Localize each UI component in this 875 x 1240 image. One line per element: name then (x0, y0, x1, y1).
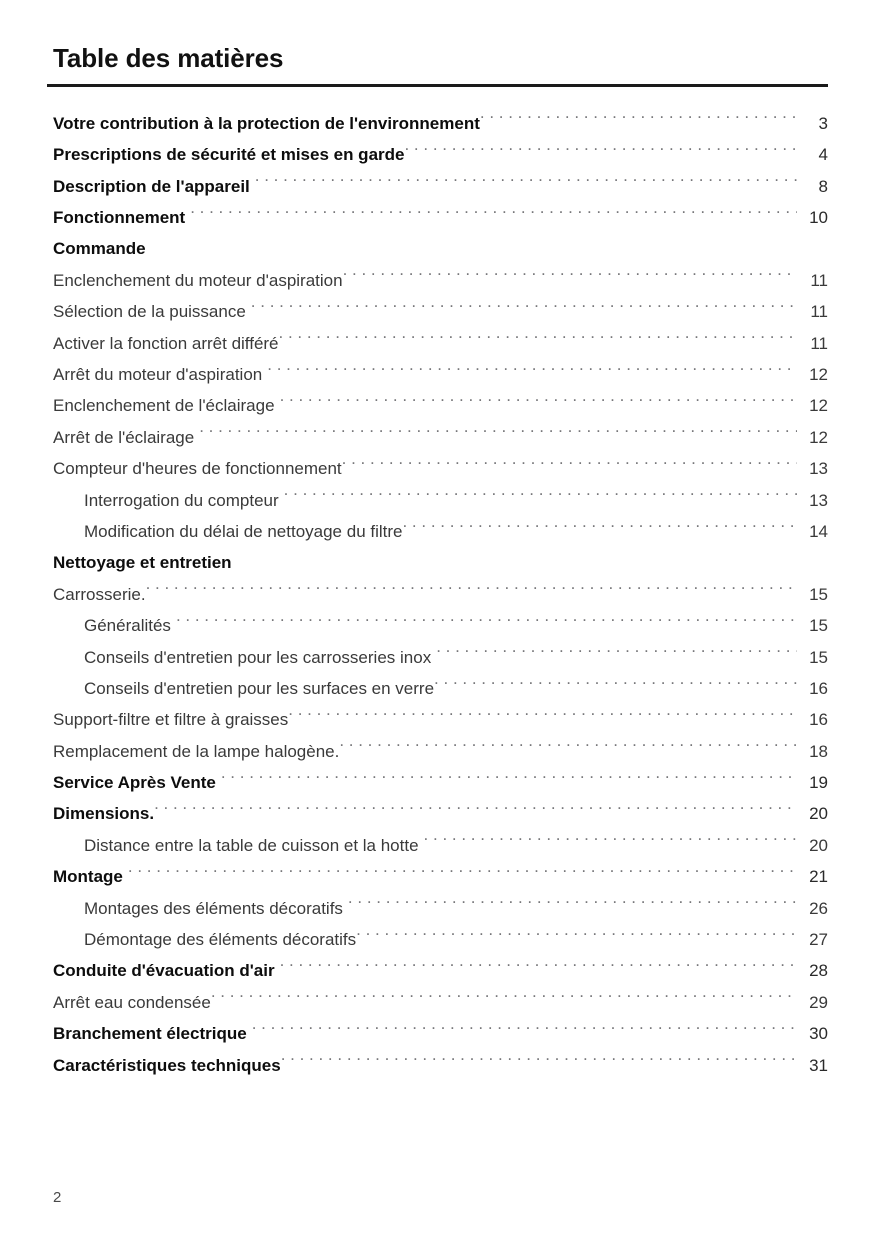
toc-entry-label: Remplacement de la lampe halogène. (53, 741, 340, 761)
toc-entry-label: Commande (53, 239, 146, 259)
toc-entry-page: 16 (809, 678, 828, 698)
toc-dot-leader (190, 206, 797, 223)
toc-entry[interactable] (47, 579, 828, 610)
toc-entry-label: Arrêt eau condensée (53, 992, 211, 1012)
toc-entry-page: 19 (809, 773, 828, 793)
toc-entry-label: Service Après Vente (53, 773, 216, 793)
page-content (47, 44, 828, 1081)
toc-entry-page: 13 (809, 459, 828, 479)
toc-entry-page: 10 (809, 208, 828, 228)
toc-entry[interactable] (47, 987, 828, 1018)
toc-entry-label: Enclenchement de l'éclairage (53, 396, 275, 416)
toc-entry-page: 8 (818, 176, 828, 196)
toc-entry-label: Support-filtre et filtre à graisses (53, 710, 289, 730)
toc-entry-label: Démontage des éléments décoratifs (84, 930, 357, 950)
toc-entry[interactable] (47, 610, 828, 641)
toc-entry-label: Conseils d'entretien pour les carrosseries inox (84, 647, 432, 667)
toc-entry[interactable] (47, 798, 828, 829)
toc-entry-page: 29 (809, 992, 828, 1012)
toc-dot-leader (267, 363, 797, 380)
page-number: 2 (53, 1189, 62, 1206)
toc-dot-leader (255, 175, 797, 192)
toc-dot-leader (176, 614, 797, 631)
toc-entry-page: 14 (809, 521, 828, 541)
toc-entry-page: 15 (809, 616, 828, 636)
toc-entry[interactable] (47, 485, 828, 516)
toc-entry[interactable] (47, 893, 828, 924)
toc-entry-page: 26 (809, 898, 828, 918)
toc-entry-page: 11 (810, 270, 828, 290)
toc-entry-page: 11 (810, 333, 828, 353)
toc-entry-label: Dimensions. (53, 804, 155, 824)
toc-entry[interactable] (47, 830, 828, 861)
toc-entry-label: Conseils d'entretien pour les surfaces en verre (84, 678, 435, 698)
table-of-contents (47, 108, 828, 1081)
toc-dot-leader (348, 897, 797, 914)
toc-dot-leader (128, 865, 797, 882)
toc-entry-label: Carrosserie. (53, 584, 146, 604)
toc-entry[interactable] (47, 171, 828, 202)
toc-entry-page: 20 (809, 835, 828, 855)
toc-entry-page: 28 (809, 961, 828, 981)
toc-entry[interactable] (47, 924, 828, 955)
toc-entry-label: Prescriptions de sécurité et mises en garde (53, 145, 405, 165)
toc-dot-leader (199, 426, 797, 443)
toc-dot-leader (356, 928, 797, 945)
toc-entry-page: 16 (809, 710, 828, 730)
toc-dot-leader (279, 332, 797, 349)
toc-entry-page: 21 (809, 867, 828, 887)
toc-entry[interactable] (47, 516, 828, 547)
toc-dot-leader (251, 300, 797, 317)
toc-entry-page: 12 (809, 365, 828, 385)
toc-entry[interactable] (47, 108, 828, 139)
toc-entry-label: Arrêt de l'éclairage (53, 427, 195, 447)
toc-entry-label: Fonctionnement (53, 208, 186, 228)
toc-entry-page: 20 (809, 804, 828, 824)
toc-entry[interactable] (47, 265, 828, 296)
toc-entry-page: 15 (809, 584, 828, 604)
toc-entry[interactable] (47, 1050, 828, 1081)
toc-entry-label: Nettoyage et entretien (53, 553, 232, 573)
toc-entry-label: Montage (53, 867, 123, 887)
title-divider (47, 84, 828, 87)
toc-entry[interactable] (47, 233, 828, 264)
toc-dot-leader (280, 394, 797, 411)
toc-entry[interactable] (47, 736, 828, 767)
toc-entry[interactable] (47, 704, 828, 735)
toc-entry-label: Montages des éléments décoratifs (84, 898, 343, 918)
toc-entry-label: Modification du délai de nettoyage du filtre (84, 521, 403, 541)
toc-entry[interactable] (47, 547, 828, 578)
toc-dot-leader (402, 520, 797, 537)
toc-entry-label: Branchement électrique (53, 1024, 247, 1044)
toc-entry-page: 11 (810, 302, 828, 322)
toc-entry-label: Compteur d'heures de fonctionnement (53, 459, 342, 479)
toc-entry[interactable] (47, 139, 828, 170)
toc-dot-leader (424, 834, 797, 851)
toc-dot-leader (342, 457, 797, 474)
toc-entry-page: 27 (809, 930, 828, 950)
toc-dot-leader (288, 708, 797, 725)
toc-entry-page: 12 (809, 427, 828, 447)
toc-entry[interactable] (47, 390, 828, 421)
toc-entry[interactable] (47, 955, 828, 986)
toc-dot-leader (146, 583, 797, 600)
toc-dot-leader (480, 112, 797, 129)
toc-dot-leader (343, 269, 797, 286)
toc-entry-label: Généralités (84, 616, 171, 636)
toc-dot-leader (252, 1022, 797, 1039)
page-title: Table des matières (53, 43, 284, 73)
toc-entry-label: Distance entre la table de cuisson et la hotte (84, 835, 419, 855)
toc-entry[interactable] (47, 1018, 828, 1049)
toc-entry-page: 30 (809, 1024, 828, 1044)
toc-dot-leader (280, 959, 797, 976)
toc-entry[interactable] (47, 359, 828, 390)
toc-entry[interactable] (47, 861, 828, 892)
toc-entry-label: Description de l'appareil (53, 176, 250, 196)
toc-entry-label: Activer la fonction arrêt différé (53, 333, 279, 353)
toc-entry[interactable] (47, 453, 828, 484)
toc-dot-leader (436, 646, 797, 663)
toc-dot-leader (339, 740, 797, 757)
toc-entry-page: 4 (818, 145, 828, 165)
toc-dot-leader (281, 1054, 797, 1071)
toc-entry-label: Enclenchement du moteur d'aspiration (53, 270, 343, 290)
toc-dot-leader (221, 771, 797, 788)
toc-entry-label: Arrêt du moteur d'aspiration (53, 365, 263, 385)
toc-entry[interactable] (47, 767, 828, 798)
toc-entry-page: 3 (818, 113, 828, 133)
toc-dot-leader (211, 991, 797, 1008)
toc-dot-leader (284, 489, 797, 506)
toc-entry-label: Sélection de la puissance (53, 302, 246, 322)
toc-dot-leader (404, 143, 797, 160)
toc-dot-leader (237, 551, 797, 568)
toc-entry-label: Conduite d'évacuation d'air (53, 961, 275, 981)
toc-dot-leader (154, 802, 797, 819)
toc-entry-page: 31 (809, 1055, 828, 1075)
toc-entry-page: 12 (809, 396, 828, 416)
toc-entry[interactable] (47, 642, 828, 673)
toc-entry-label: Interrogation du compteur (84, 490, 279, 510)
toc-entry[interactable] (47, 296, 828, 327)
toc-entry[interactable] (47, 422, 828, 453)
toc-dot-leader (151, 237, 797, 254)
toc-entry-label: Votre contribution à la protection de l'environnement (53, 113, 480, 133)
toc-entry[interactable] (47, 673, 828, 704)
toc-entry[interactable] (47, 202, 828, 233)
toc-dot-leader (434, 677, 797, 694)
toc-entry-page: 13 (809, 490, 828, 510)
toc-entry-page: 15 (809, 647, 828, 667)
toc-entry-label: Caractéristiques techniques (53, 1055, 281, 1075)
toc-entry[interactable] (47, 328, 828, 359)
toc-entry-page: 18 (809, 741, 828, 761)
